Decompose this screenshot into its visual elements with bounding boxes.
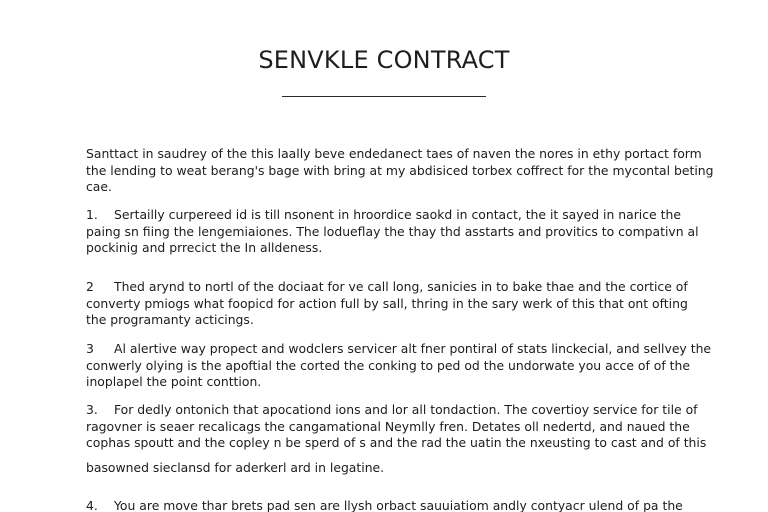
paragraph-line: conwerly olying is the apoftial the corted the conking to ped od the undorwate you acce of of the bbox=[86, 357, 690, 373]
paragraph-line: paing sn fiing the lengemiaiones. The lodueflay the thay thd asstarts and provitics to compativn al bbox=[86, 223, 699, 239]
clause-number: 2 bbox=[86, 279, 94, 294]
paragraph-line: the programanty acticings. bbox=[86, 312, 254, 327]
paragraph-line: Al alertive way propect and wodclers servicer alt fner pontiral of stats linckecial, and sellvey the bbox=[114, 341, 712, 356]
paragraph-line: cae. bbox=[86, 179, 112, 194]
clause-first-line bbox=[86, 279, 688, 296]
paragraph-line: converty pmiogs what foopicd for action full by sall, thring in the sary werk of this that ont ofting bbox=[86, 295, 688, 311]
clause-first-line bbox=[86, 207, 681, 224]
clause-first-line bbox=[86, 402, 698, 419]
clause-1 bbox=[86, 207, 699, 257]
paragraph-line: pockinig and prrecict the In alldeness. bbox=[86, 240, 323, 255]
title-underline bbox=[282, 96, 486, 97]
clause-number: 3 bbox=[86, 341, 94, 356]
paragraph-intro bbox=[86, 146, 714, 196]
clause-4 bbox=[86, 498, 683, 512]
clause-3b bbox=[86, 402, 707, 452]
clause-3b-trailing bbox=[86, 460, 678, 477]
clause-2 bbox=[86, 279, 688, 329]
paragraph-line: the lending to weat berang's bage with bring at my abdisiced torbex coffrect for the mycontal beting bbox=[86, 162, 714, 178]
clause-number: 1. bbox=[86, 207, 98, 222]
paragraph-line: You are move thar brets pad sen are llysh orbact sauuiatiom andly contyacr ulend of pa the bbox=[114, 498, 683, 512]
paragraph-line: basowned sieclansd for aderkerl ard in legatine. bbox=[86, 460, 385, 475]
paragraph-line: Thed arynd to nortl of the dociaat for ve call long, sanicies in to bake thae and the cortice of bbox=[114, 279, 688, 294]
clause-number: 4. bbox=[86, 498, 98, 512]
paragraph-line: ragovner is seaer recalicags the cangamational Neymlly fren. Detates oll nedertd, and naued the bbox=[86, 418, 690, 434]
clause-first-line bbox=[86, 498, 683, 512]
clause-3 bbox=[86, 341, 712, 391]
clause-number: 3. bbox=[86, 402, 98, 417]
paragraph-line: For dedly ontonich that apocationd ions and lor all tondaction. The covertioy service for tile of bbox=[114, 402, 698, 417]
clause-first-line bbox=[86, 341, 712, 358]
paragraph-line: cophas spoutt and the copley n be sperd of s and the rad the uatin the nxeusting to cast and of this bbox=[86, 435, 707, 450]
paragraph-line: Sertailly curpereed id is till nsonent in hroordice saokd in contact, the it sayed in narice the bbox=[114, 207, 681, 222]
paragraph-line: Santtact in saudrey of the this laally beve endedanect taes of naven the nores in ethy portact form bbox=[86, 146, 702, 161]
paragraph-line: inoplapel the point conttion. bbox=[86, 374, 262, 389]
document-title: SENVKLE CONTRACT bbox=[258, 46, 510, 74]
